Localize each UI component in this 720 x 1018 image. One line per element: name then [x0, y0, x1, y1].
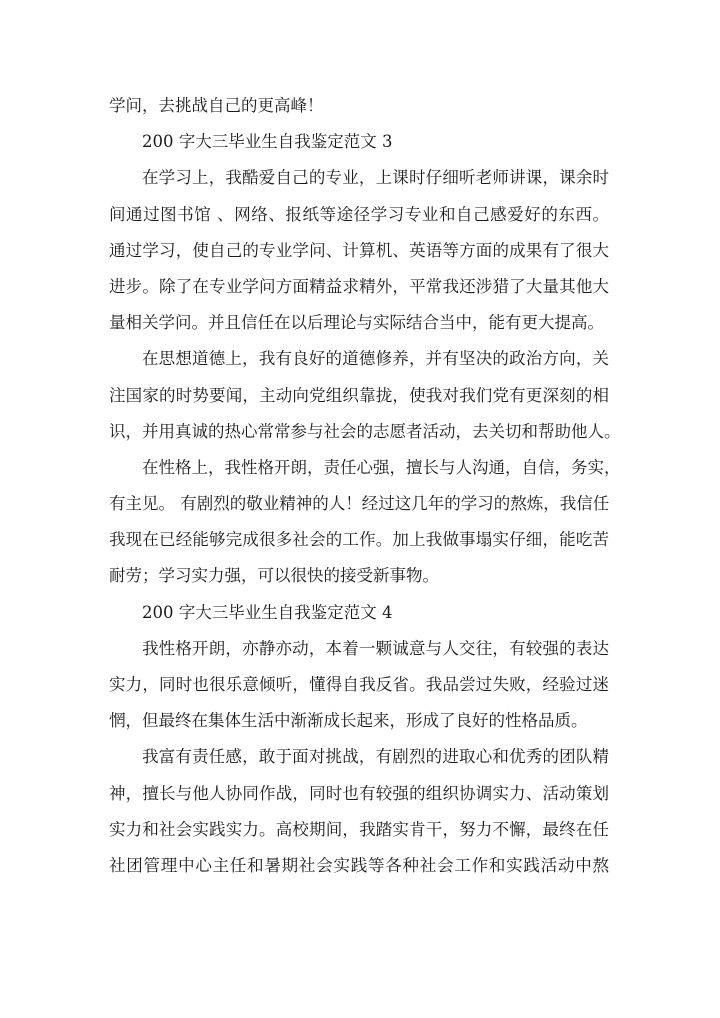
text-line: 耐劳；学习实力强，可以很快的接受新事物。	[109, 566, 439, 586]
text-line: 在学习上，我酷爱自己的专业，上课时仔细听老师讲课，课余时	[142, 168, 609, 188]
text-line: 社团管理中心主任和暑期社会实践等各种社会工作和实践活动中熬	[109, 855, 609, 875]
body-paragraph	[109, 341, 621, 450]
text-line: 在性格上，我性格开朗，责任心强，擅长与人沟通，自信，务实，	[142, 457, 621, 477]
text-line: 通过学习，使自己的专业学问、计算机、英语等方面的成果有了很大	[109, 240, 609, 260]
heading-text: 200 字大三毕业生自我鉴定范文 3	[142, 132, 393, 152]
text-line: 量相关学问。并且信任在以后理论与实际结合当中，能有更大提高。	[109, 313, 604, 333]
section-heading	[109, 124, 609, 160]
text-line: 我性格开朗，亦静亦动，本着一颗诚意与人交往，有较强的表达	[142, 638, 609, 658]
heading-text: 200 字大三毕业生自我鉴定范文 4	[142, 602, 393, 622]
text-line: 有主见。 有剧烈的敬业精神的人！经过这几年的学习的熬炼，我信任	[109, 494, 610, 514]
body-paragraph	[109, 160, 609, 341]
text-line: 间通过图书馆 、网络、报纸等途径学习专业和自己感爱好的东西。	[109, 204, 609, 224]
section-heading	[109, 595, 609, 631]
body-paragraph	[109, 739, 609, 884]
text-line: 神，擅长与他人协同作战，同时也有较强的组织协调实力、活动策划	[109, 783, 609, 803]
document-body	[109, 88, 621, 884]
text-line: 进步。除了在专业学问方面精益求精外，平常我还涉猎了大量其他大	[109, 276, 609, 296]
text-line: 识，并用真诚的热心常常参与社会的志愿者活动，去关切和帮助他人。	[109, 421, 621, 441]
body-paragraph	[109, 88, 609, 124]
body-paragraph	[109, 631, 609, 740]
body-paragraph	[109, 450, 621, 595]
text-line: 惘，但最终在集体生活中渐渐成长起来，形成了良好的性格品质。	[109, 711, 588, 731]
text-line: 学问，去挑战自己的更高峰！	[109, 96, 324, 115]
text-line: 注国家的时势要闻，主动向党组织靠拢，使我对我们党有更深刻的相	[109, 385, 609, 405]
text-line: 实力和社会实践实力。高校期间，我踏实肯干，努力不懈，最终在任	[109, 819, 609, 839]
text-line: 实力，同时也很乐意倾听，懂得自我反省。我品尝过失败，经验过迷	[109, 675, 609, 694]
text-line: 我富有责任感，敢于面对挑战，有剧烈的进取心和优秀的团队精	[142, 747, 609, 767]
text-line: 我现在已经能够完成很多社会的工作。加上我做事塌实仔细，能吃苦	[109, 530, 609, 550]
text-line: 在思想道德上，我有良好的道德修养，并有坚决的政治方向，关	[142, 349, 609, 369]
